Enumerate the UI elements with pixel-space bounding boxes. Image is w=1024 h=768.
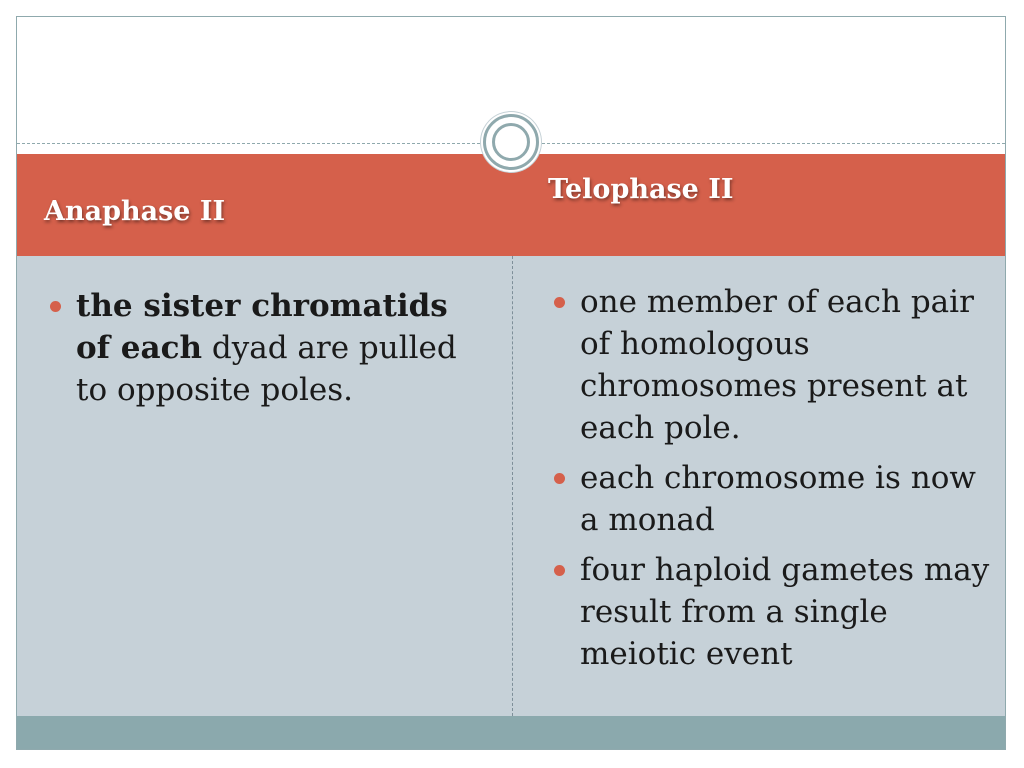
list-item xyxy=(552,549,992,675)
bullet-dot-icon xyxy=(554,297,565,308)
anaphase-bullet-list xyxy=(48,285,468,419)
bullet-text: dyad are pulled to opposite poles. xyxy=(76,330,457,408)
bullet-dot-icon xyxy=(554,565,565,576)
ring-inner xyxy=(492,123,530,161)
column-header-telophase: Telophase II xyxy=(548,174,734,205)
column-divider xyxy=(512,256,513,716)
ring-ornament-icon xyxy=(483,114,539,170)
column-header-anaphase: Anaphase II xyxy=(44,196,226,227)
list-item xyxy=(552,281,992,449)
list-item xyxy=(552,457,992,541)
bullet-dot-icon xyxy=(554,473,565,484)
list-item xyxy=(48,285,468,411)
telophase-bullet-list xyxy=(552,281,992,683)
bullet-text: one member of each pair of homologous chromosomes present at each pole. xyxy=(580,284,974,446)
bullet-bold-text: the sister chromatids of each xyxy=(76,288,448,366)
bullet-dot-icon xyxy=(50,301,61,312)
bullet-text: each chromosome is now a monad xyxy=(580,460,976,538)
bullet-text: four haploid gametes may result from a single meiotic event xyxy=(580,552,990,672)
footer-band xyxy=(17,716,1005,749)
